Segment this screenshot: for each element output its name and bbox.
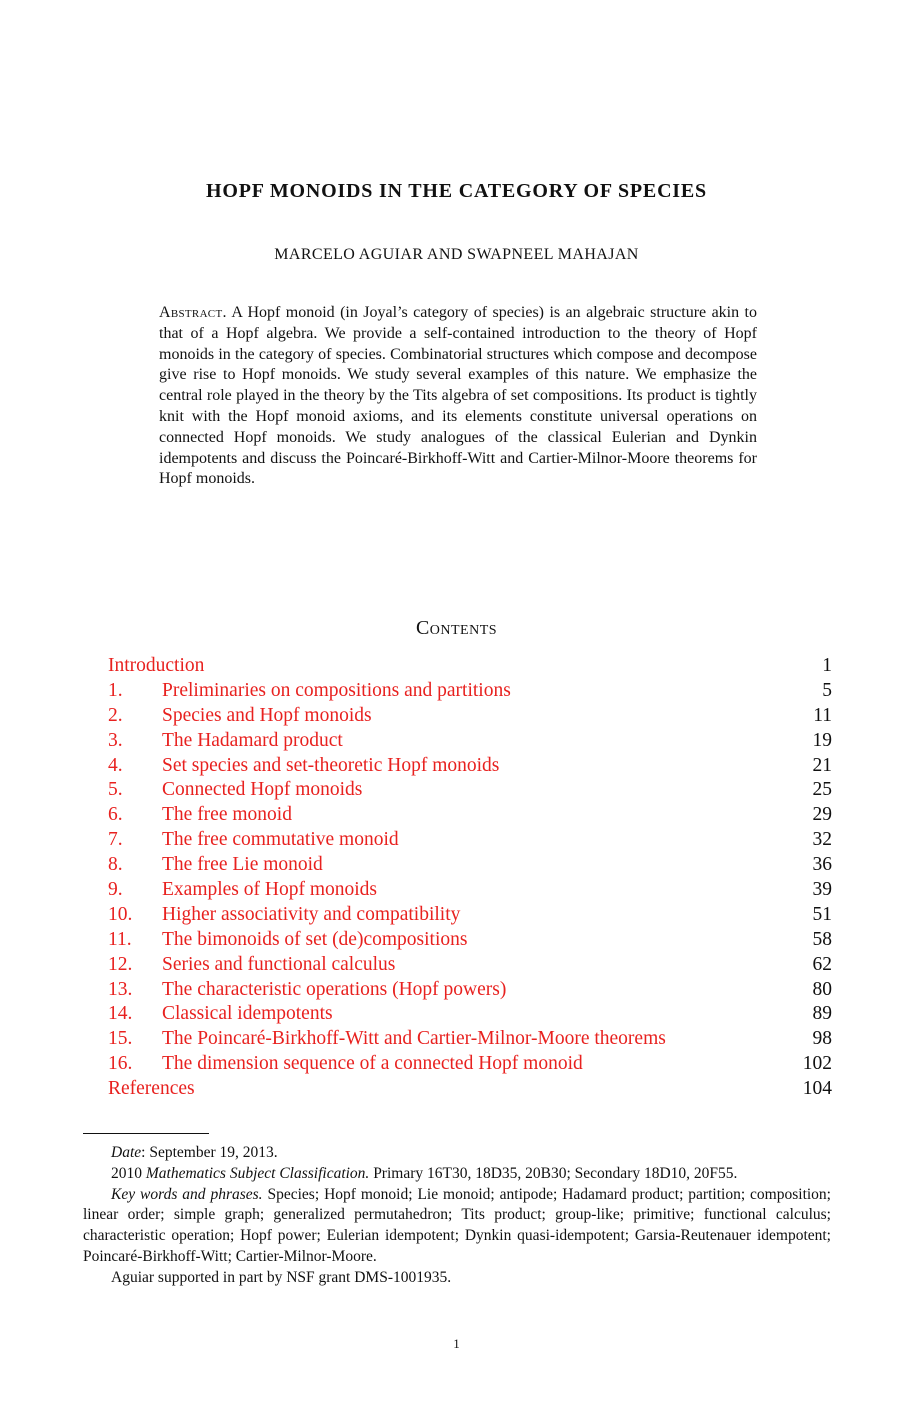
msc-prefix: 2010 <box>111 1164 146 1182</box>
toc-entry-number[interactable]: 6. <box>108 804 123 826</box>
toc-entry[interactable] <box>108 704 832 729</box>
toc-entry-link[interactable]: Preliminaries on compositions and partitions <box>162 679 511 701</box>
toc-entry-page: 36 <box>812 854 832 876</box>
toc-entry-link[interactable]: References <box>108 1078 195 1100</box>
page-number: 1 <box>453 1336 460 1351</box>
toc-entry-link[interactable]: Higher associativity and compatibility <box>162 903 461 925</box>
toc-entry-page: 32 <box>812 829 832 851</box>
toc-entry[interactable] <box>108 778 832 803</box>
toc-entry-number[interactable]: 13. <box>108 978 133 1000</box>
abstract <box>159 303 757 490</box>
toc-entry-link[interactable]: The free commutative monoid <box>162 829 399 851</box>
table-of-contents <box>108 654 832 1102</box>
date-label: Date <box>111 1144 142 1161</box>
toc-entry-link[interactable]: Connected Hopf monoids <box>162 779 363 801</box>
toc-entry-link[interactable]: Examples of Hopf monoids <box>162 879 378 901</box>
toc-entry-page: 1 <box>822 655 832 676</box>
toc-entry-number[interactable]: 2. <box>108 704 123 726</box>
toc-entry-page: 39 <box>812 879 832 901</box>
toc-entry-page: 102 <box>802 1053 832 1075</box>
toc-entry-number[interactable]: 12. <box>108 953 133 975</box>
msc-label: Mathematics Subject Classification. <box>145 1164 370 1182</box>
footnote-msc <box>83 1164 831 1185</box>
toc-entry-number[interactable]: 4. <box>108 754 123 776</box>
toc-entry-page: 21 <box>812 754 832 776</box>
toc-entry-link[interactable]: Introduction <box>108 655 205 676</box>
toc-entry[interactable] <box>108 1077 832 1102</box>
toc-entry-page: 58 <box>812 928 832 950</box>
toc-entry[interactable] <box>108 1027 832 1052</box>
toc-entry-number[interactable]: 7. <box>108 829 123 851</box>
keywords-value: Species; Hopf monoid; Lie monoid; antipode; Hadamard product; partition; composition; linear order; simple graph; generalized permutahedron; Tits product; group-like; primitive; functional calculus; characteristic operation; Hopf power; Eulerian idempotent; Dynkin quasi-idempotent; Garsia-Reutenauer idempotent; Poincaré-Birkhoff-Witt; Cartier-Milnor-Moore. <box>83 1185 831 1265</box>
toc-entry-link[interactable]: The free monoid <box>162 804 292 826</box>
abstract-text: A Hopf monoid (in Joyal’s category of species) is an algebraic structure akin to that of a Hopf algebra. We provide a self-contained introduction to the theory of Hopf monoids in the category of species. Combinatorial structures which compose and decompose give rise to Hopf monoids. We study several examples of this nature. We emphasize the central role played in the theory by the Tits algebra of set compositions. Its product is tightly knit with the Hopf monoid axioms, and its elements constitute universal operations on connected Hopf monoids. We study analogues of the classical Eulerian and Dynkin idempotents and discuss the Poincaré-Birkhoff-Witt and Cartier-Milnor-Moore theorems for Hopf monoids. <box>159 304 757 488</box>
toc-entry-link[interactable]: Classical idempotents <box>162 1003 333 1025</box>
paper-authors: MARCELO AGUIAR AND SWAPNEEL MAHAJAN <box>274 246 639 263</box>
toc-entry[interactable] <box>108 878 832 903</box>
toc-entry-number[interactable]: 9. <box>108 879 123 901</box>
toc-entry-page: 89 <box>812 1003 832 1025</box>
toc-entry-page: 5 <box>822 679 832 701</box>
footnote-keywords <box>83 1185 831 1268</box>
toc-entry[interactable] <box>108 1052 832 1077</box>
keywords-label: Key words and phrases. <box>111 1185 263 1203</box>
toc-entry-number[interactable]: 5. <box>108 779 123 801</box>
toc-entry-link[interactable]: The characteristic operations (Hopf powers) <box>162 978 507 1000</box>
toc-entry[interactable] <box>108 953 832 978</box>
footnote-rule <box>83 1133 209 1134</box>
toc-entry-number[interactable]: 11. <box>108 928 132 950</box>
toc-entry-page: 80 <box>812 978 832 1000</box>
toc-entry-page: 19 <box>812 729 832 751</box>
toc-entry-link[interactable]: The free Lie monoid <box>162 854 323 876</box>
toc-entry-link[interactable]: Species and Hopf monoids <box>162 704 372 726</box>
toc-entry-number[interactable]: 1. <box>108 679 123 701</box>
toc-entry-link[interactable]: Set species and set-theoretic Hopf monoids <box>162 754 500 776</box>
toc-entry-link[interactable]: The bimonoids of set (de)compositions <box>162 928 468 950</box>
toc-entry[interactable] <box>108 903 832 928</box>
toc-entry-page: 62 <box>812 953 832 975</box>
toc-entry-number[interactable]: 10. <box>108 903 133 925</box>
toc-entry[interactable] <box>108 754 832 779</box>
footnotes <box>83 1143 831 1289</box>
toc-entry-page: 29 <box>812 804 832 826</box>
footnote-date <box>83 1143 831 1164</box>
date-value: : September 19, 2013. <box>141 1144 278 1161</box>
toc-entry[interactable] <box>108 654 832 679</box>
toc-entry-page: 98 <box>812 1028 832 1050</box>
toc-entry[interactable] <box>108 928 832 953</box>
paper-title: HOPF MONOIDS IN THE CATEGORY OF SPECIES <box>206 180 707 202</box>
toc-entry-page: 11 <box>813 704 832 726</box>
toc-entry-link[interactable]: The dimension sequence of a connected Hopf monoid <box>162 1053 583 1075</box>
toc-entry[interactable] <box>108 1002 832 1027</box>
abstract-label: Abstract. <box>159 304 227 321</box>
toc-entry-page: 51 <box>812 903 832 925</box>
toc-entry-number[interactable]: 16. <box>108 1053 133 1075</box>
toc-entry[interactable] <box>108 828 832 853</box>
footnote-support: Aguiar supported in part by NSF grant DMS-1001935. <box>111 1268 452 1286</box>
toc-entry-number[interactable]: 15. <box>108 1028 133 1050</box>
toc-entry[interactable] <box>108 679 832 704</box>
toc-entry-page: 25 <box>812 779 832 801</box>
toc-entry-number[interactable]: 14. <box>108 1003 133 1025</box>
toc-entry[interactable] <box>108 978 832 1003</box>
msc-value: Primary 16T30, 18D35, 20B30; Secondary 18D10, 20F55. <box>369 1164 738 1182</box>
toc-entry-page: 104 <box>802 1078 832 1100</box>
toc-entry-link[interactable]: The Hadamard product <box>162 729 343 751</box>
toc-entry[interactable] <box>108 729 832 754</box>
toc-entry[interactable] <box>108 853 832 878</box>
toc-entry[interactable] <box>108 803 832 828</box>
toc-entry-number[interactable]: 3. <box>108 729 123 751</box>
toc-entry-link[interactable]: The Poincaré-Birkhoff-Witt and Cartier-Milnor-Moore theorems <box>162 1028 666 1050</box>
toc-entry-link[interactable]: Series and functional calculus <box>162 953 396 975</box>
contents-heading: Contents <box>415 617 498 639</box>
toc-entry-number[interactable]: 8. <box>108 854 123 876</box>
